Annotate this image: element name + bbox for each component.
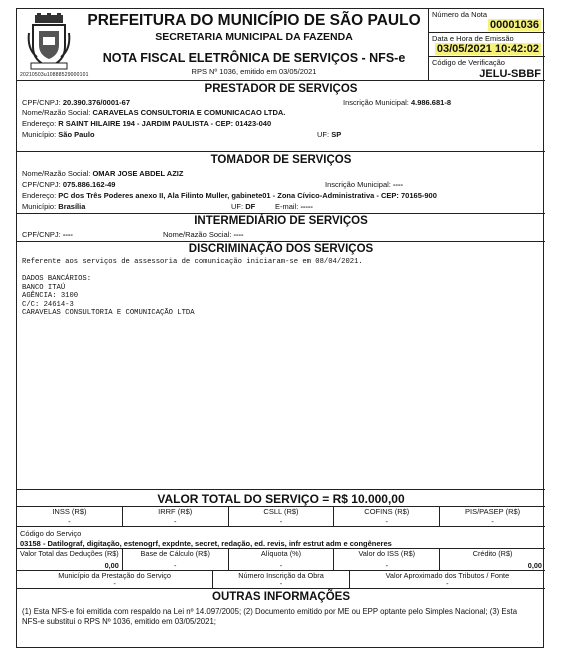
pis-cell: PIS/PASEP (R$) - [465,507,521,526]
valor-total: VALOR TOTAL DO SERVIÇO = R$ 10.000,00 [157,492,405,506]
aliquota-cell: Alíquota (%) - [229,549,335,570]
divider [17,489,545,490]
tomador-cpf: CPF/CNPJ: 075.886.162-49 [22,180,116,189]
numero-value: 00001036 [490,19,539,31]
secretaria: SECRETARIA MUNICIPAL DA FAZENDA [155,31,353,43]
csll-cell: CSLL (R$) - [229,507,335,526]
municipio-prestacao-cell: Município da Prestação do Serviço - [17,571,213,588]
rps-line: RPS Nº 1036, emitido em 03/05/2021 [191,67,317,76]
document-type: NOTA FISCAL ELETRÔNICA DE SERVIÇOS - NFS-e [102,51,406,65]
nfse-document [16,8,544,648]
data-value: 03/05/2021 10:42:02 [436,43,539,55]
codigo-servico [17,527,545,549]
prestador-municipio: Município: São Paulo [22,130,95,139]
irrf-cell: IRRF (R$) - [123,507,229,526]
tomador-municipio: Município: Brasília [22,202,86,211]
intermediario-nome: Nome/Razão Social: ---- [163,230,244,239]
divider [17,213,545,214]
inss-cell: INSS (R$) - [17,507,123,526]
data-label: Data e Hora de Emissão [432,34,514,43]
tomador-title: TOMADOR DE SERVIÇOS [210,154,352,166]
obra-cell: Número Inscrição da Obra - [213,571,349,588]
tomador-im: Inscrição Municipal: ---- [325,180,403,189]
location-grid [17,571,545,589]
outras-title: OUTRAS INFORMAÇÕES [212,591,350,603]
page-title: PREFEITURA DO MUNICÍPIO DE SÃO PAULO [87,12,421,29]
prestador-im: Inscrição Municipal: 4.986.681-8 [343,98,451,107]
divider [17,241,545,242]
discriminacao-title: DISCRIMINAÇÃO DOS SERVIÇOS [188,243,374,255]
divider [17,151,545,152]
prestador-title: PRESTADOR DE SERVIÇOS [204,83,358,95]
bank-details: DADOS BANCÁRIOS: BANCO ITAÚ AGÊNCIA: 3100 C/C: 24614-3 CARAVELAS CONSULTORIA E COMUNICAÇÃO LTDA [22,275,195,317]
prestador-cpf: CPF/CNPJ: 20.390.376/0001-67 [22,98,131,107]
data-cell [429,33,545,57]
crest-code: 20210503u10888529000101 [20,72,89,78]
numero-label: Número da Nota [432,10,488,19]
header [17,9,545,81]
credito-cell: Crédito (R$) 0,00 [472,549,542,570]
outras-text: (1) Esta NFS-e foi emitida com respaldo na Lei nº 14.097/2005; (2) Documento emitido por ME ou EPP optante pelo Simples Nacional; (3) Esta NFS-e substitui o RPS Nº 1036, emitido em 03/05/2021; [22,607,518,626]
prestador-endereco: Endereço: R SAINT HILAIRE 194 - JARDIM PAULISTA - CEP: 01423-040 [22,119,272,128]
base-cell: Base de Cálculo (R$) - [123,549,229,570]
tomador-uf: UF: DF [231,202,256,211]
codigo-cell [429,57,545,81]
iss-cell: Valor do ISS (R$) - [334,549,440,570]
calc-grid [17,549,545,571]
discriminacao-text: Referente aos serviços de assessoria de comunicação iniciaram-se em 08/04/2021. [22,258,363,266]
codigo-servico-value: 03158 - Datilograf, digitação, estenogrf, expdnte, secret, redação, ed. revis, infr estrut adm e congêneres [20,539,392,548]
codigo-value: JELU-SBBF [479,68,541,80]
intermediario-title: INTERMEDIÁRIO DE SERVIÇOS [194,215,368,227]
tomador-email: E-mail: ----- [275,202,313,211]
numero-cell [429,9,545,33]
intermediario-cpf: CPF/CNPJ: ---- [22,230,73,239]
deducoes-cell: Valor Total das Deduções (R$) 0,00 [17,549,123,570]
codigo-servico-label: Código do Serviço [20,529,82,538]
tomador-endereco: Endereço: PC dos Três Poderes anexo II, Ala Filinto Muller, gabinete01 - Zona Cívico-Administrativa - CEP: 70165-900 [22,191,437,200]
codigo-label: Código de Verificação [432,58,505,67]
prestador-uf: UF: SP [317,130,342,139]
prestador-nome: Nome/Razão Social: CARAVELAS CONSULTORIA E COMUNICACAO LTDA. [22,108,286,117]
note-info-panel [428,9,545,81]
tomador-nome: Nome/Razão Social: OMAR JOSE ABDEL AZIZ [22,169,184,178]
tax-grid [17,506,545,527]
tributos-cell: Valor Aproximado dos Tributos / Fonte - [385,571,510,588]
coat-of-arms-icon [27,13,71,71]
cofins-cell: COFINS (R$) - [334,507,440,526]
